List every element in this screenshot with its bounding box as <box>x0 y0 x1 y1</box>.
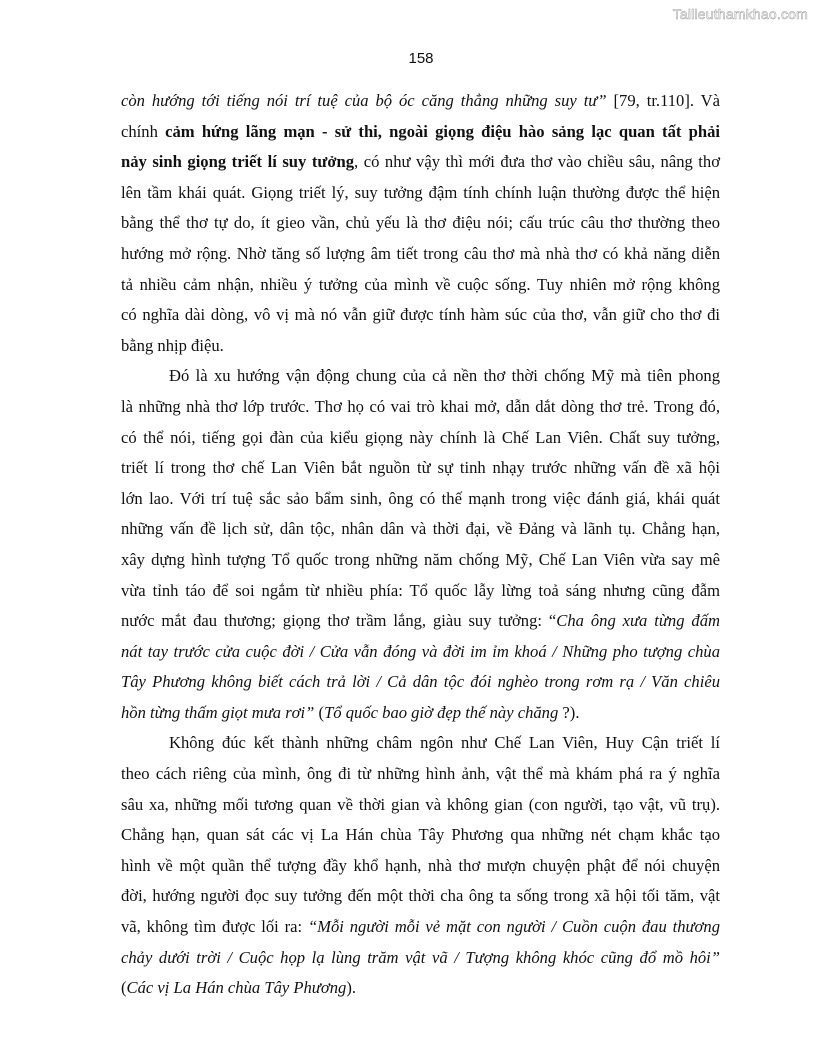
text-line <box>121 270 720 301</box>
text-segment: hình về một quần thể tượng đầy khổ hạnh, nhà thơ mượn chuyện phật để nói chuyện <box>121 855 720 875</box>
text-line <box>121 86 720 117</box>
text-segment: tả nhiều cảm nhận, nhiều ý tưởng của mình về cuộc sống. Tuy nhiên mở rộng không <box>121 274 720 294</box>
text-line <box>121 239 720 270</box>
text-line <box>121 606 720 637</box>
text-line <box>121 545 720 576</box>
italic-text: Các vị La Hán chùa Tây Phương <box>126 978 347 998</box>
text-segment: Đó là xu hướng vận động chung của cả nền thơ thời chống Mỹ mà tiên phong <box>169 366 720 386</box>
text-line <box>121 361 720 392</box>
text-line <box>121 331 720 362</box>
text-segment: [79, tr.110]. Và <box>606 91 720 110</box>
text-segment: ?). <box>558 702 580 722</box>
text-segment: xây dựng hình tượng Tổ quốc trong những năm chống Mỹ, Chế Lan Viên vừa say mê <box>121 549 720 569</box>
text-line <box>121 300 720 331</box>
text-segment: , có như vậy thì mới đưa thơ vào chiều sâu, nâng thơ <box>354 152 720 172</box>
text-segment: có nghĩa dài dòng, vô vị mà nó vẫn giữ được tính hàm súc của thơ, vẫn giữ cho thơ đi <box>121 305 720 325</box>
text-line <box>121 514 720 545</box>
text-segment: vã, không tìm được lối ra: <box>121 917 308 937</box>
text-segment: là những nhà thơ lớp trước. Thơ họ có vai trò khai mở, dẫn dắt dòng thơ trẻ. Trong đó, <box>121 396 720 416</box>
text-line <box>121 392 720 423</box>
italic-text: Tổ quốc bao giờ đẹp thế này chăng <box>324 702 559 722</box>
text-segment: triết lí trong thơ chế Lan Viên bắt nguồn từ sự tinh nhạy trước những vấn đề xã hội <box>121 458 720 478</box>
text-segment: lên tầm khái quát. Giọng triết lý, suy tưởng đậm tính chính luận thường được thể hiện <box>121 182 720 202</box>
text-segment: Chẳng hạn, quan sát các vị La Hán chùa Tây Phương qua những nét chạm khắc tạo <box>121 825 720 845</box>
text-segment: ( <box>121 978 127 998</box>
text-line <box>121 851 720 882</box>
italic-text: Tây Phương không biết cách trả lời / Cả dân tộc đói nghèo trong rơm rạ / Văn chiêu <box>121 672 720 692</box>
bold-text: cảm hứng lãng mạn - sử thi, ngoài giọng điệu hào sảng lạc quan tất phải <box>165 121 721 141</box>
text-line <box>121 790 720 821</box>
page-number: 158 <box>408 50 434 67</box>
italic-text: Cha ông xưa từng đấm <box>556 611 720 631</box>
text-line <box>121 423 720 454</box>
text-line <box>121 698 720 729</box>
text-segment: đời, hướng người đọc suy tưởng đến một thời cha ông ta sống trong xã hội tối tăm, vật <box>121 886 720 906</box>
italic-text: còn hướng tới tiếng nói trí tuệ của bộ óc căng thẳng những suy tư” <box>121 91 607 110</box>
text-segment: sâu xa, những mối tương quan về thời gian và không gian (con người, tạo vật, vũ trụ). <box>121 794 720 814</box>
text-segment: bằng thể thơ tự do, ít gieo vần, chủ yếu là thơ điệu nói; cấu trúc câu thơ thường theo <box>121 213 720 233</box>
italic-text: chảy dưới trời / Cuộc họp lạ lùng trăm vật vã / Tượng không khóc cũng đổ mồ hôi” <box>121 947 720 967</box>
text-segment: có thể nói, tiếng gọi đàn của kiểu giọng này chính là Chế Lan Viên. Chất suy tưởng, <box>121 427 720 447</box>
text-line <box>121 820 720 851</box>
italic-text: hồn từng thấm giọt mưa rơi” <box>121 702 315 722</box>
text-line <box>121 117 720 148</box>
text-segment: nước mắt đau thương; giọng thơ trầm lắng, giàu suy tưởng: “ <box>121 611 557 631</box>
text-line <box>121 973 720 1004</box>
text-line <box>121 728 720 759</box>
text-line <box>121 943 720 974</box>
text-segment: vừa tỉnh táo để soi ngắm từ nhiều phía: Tổ quốc lẫy lừng toả sáng nhưng cũng đẫm <box>121 580 720 600</box>
text-segment: bằng nhịp điệu. <box>121 335 224 355</box>
text-line <box>121 484 720 515</box>
watermark: Tailieuthamkhao.com <box>672 6 808 22</box>
text-line <box>121 208 720 239</box>
text-segment: chính <box>121 121 166 141</box>
italic-text: nát tay trước cửa cuộc đời / Cửa vẫn đóng và đời im ỉm khoá / Những pho tượng chùa <box>121 641 720 661</box>
text-line <box>121 147 720 178</box>
text-line <box>121 912 720 943</box>
text-line <box>121 759 720 790</box>
text-segment: ( <box>314 702 325 722</box>
text-line <box>121 576 720 607</box>
text-segment: lớn lao. Với trí tuệ sắc sảo bẩm sinh, ông có thế mạnh trong việc đánh giá, khái quát <box>121 488 720 508</box>
text-segment: theo cách riêng của mình, ông đi từ những hình ảnh, vật thể mà khám phá ra ý nghĩa <box>121 764 720 784</box>
text-line <box>121 667 720 698</box>
italic-text: “Mỗi người mỗi vẻ mặt con người / Cuồn cuộn đau thương <box>307 917 720 937</box>
document-body <box>121 86 720 1004</box>
text-line <box>121 637 720 668</box>
text-segment: những vấn đề lịch sử, dân tộc, nhân dân và thời đại, về Đảng và lãnh tụ. Chẳng hạn, <box>121 519 720 539</box>
text-line <box>121 178 720 209</box>
text-line <box>121 453 720 484</box>
text-segment: Không đúc kết thành những châm ngôn như Chế Lan Viên, Huy Cận triết lí <box>169 733 720 753</box>
bold-text: nảy sinh giọng triết lí suy tưởng <box>121 152 355 172</box>
text-line <box>121 881 720 912</box>
text-segment: ). <box>346 978 356 998</box>
text-segment: hướng mở rộng. Nhờ tăng số lượng âm tiết trong câu thơ mà nhà thơ có khả năng diễn <box>121 243 720 263</box>
